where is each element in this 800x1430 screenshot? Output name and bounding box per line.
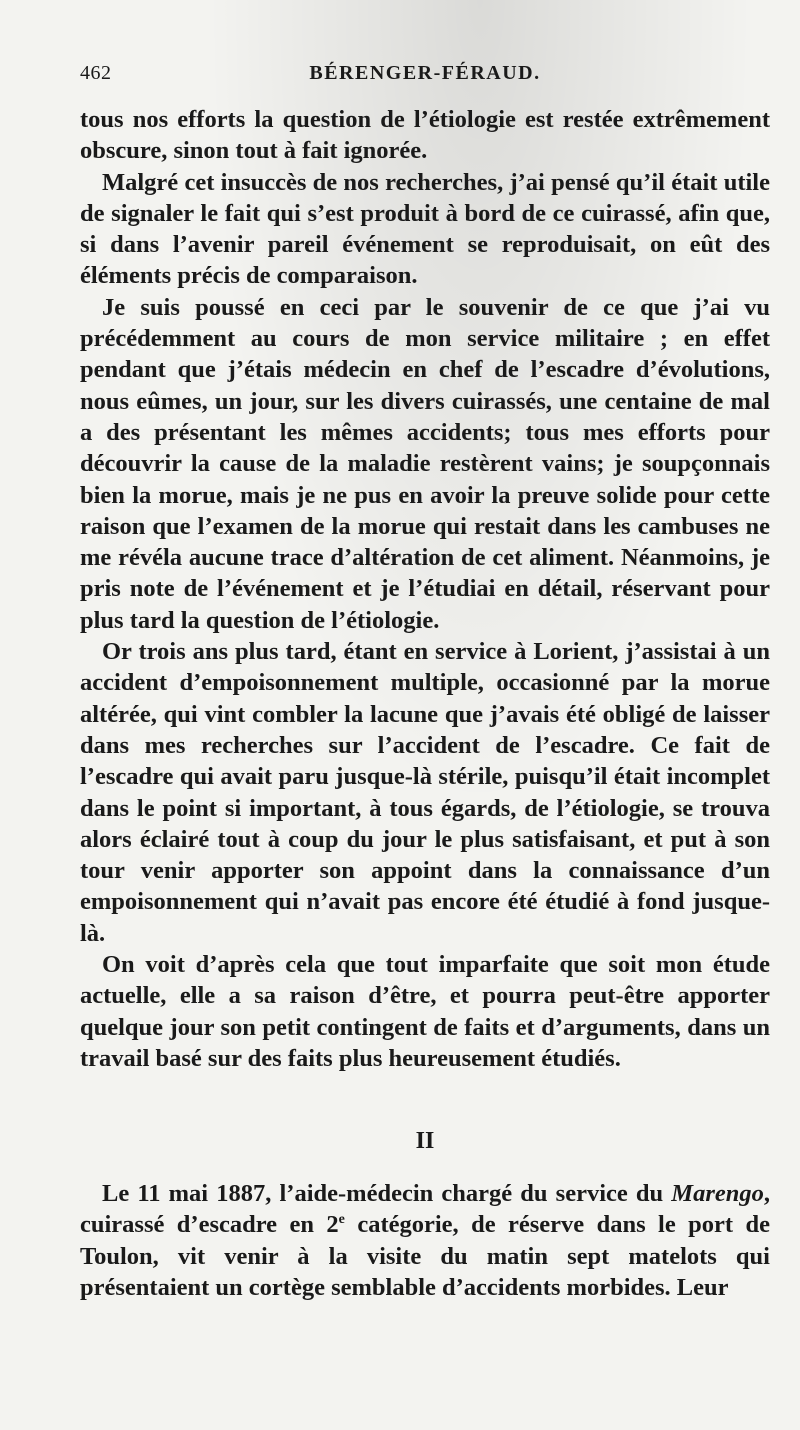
paragraph: tous nos efforts la question de l’étiologie est restée extrêmement obscure, sinon tout à fait ignorée.	[80, 106, 770, 165]
ship-name: Marengo	[671, 1180, 764, 1207]
category-superscript: e	[338, 1212, 345, 1228]
paragraph: Je suis poussé en ceci par le souvenir de ce que j’ai vu précédemment au cours de mon service militaire ; en effet pendant que j’étais médecin en chef de l’escadre d’évolutions, nous eûmes, un jour, sur les divers cuirassés, une centaine de mal a des présentant les mêmes accidents; tous mes efforts pour découvrir la cause de la maladie restèrent vains; je soupçonnais bien la morue, mais je ne pus en avoir la preuve solide pour cette raison que l’examen de la morue qui restait dans les cambuses ne me révéla aucune trace d’altération de cet aliment. Néanmoins, je pris note de l’événement et je l’étudiai en détail, réservant pour plus tard la question de l’étiologie.	[80, 293, 770, 634]
paragraph: On voit d’après cela que tout imparfaite que soit mon étude actuelle, elle a sa raison d’être, et pourra peut-être apporter quelque jour son petit contingent de faits et d’arguments, dans un travail basé sur des faits plus heureusement étudiés.	[80, 951, 770, 1072]
text-after-category: catégorie, de réserve dans le port de Toulon, vit venir à la visite du matin sept matelots qui présentaient un cortège semblable d’accidents morbides. Leur	[80, 1211, 771, 1301]
body-text	[80, 104, 770, 1074]
page-number: 462	[80, 62, 112, 84]
text-before-ship: Le 11 mai 1887, l’aide-médecin chargé du service du	[102, 1180, 672, 1207]
text-before-category: , cuirassé d’escadre en 2	[80, 1180, 770, 1239]
paragraph	[80, 1178, 770, 1303]
paragraph: Or trois ans plus tard, étant en service à Lorient, j’assistai à un accident d’empoisonnement multiple, occasionné par la morue altérée, qui vint combler la lacune que j’avais été obligé de laisser dans mes recherches sur l’accident de l’escadre. Ce fait de l’escadre qui avait paru jusque-là stérile, puisqu’il était incomplet dans le point si important, à tous égards, de l’étiologie, se trouva alors éclairé tout à coup du jour le plus satisfaisant, et put à son tour venir apporter son appoint dans la connaissance d’un empoisonnement qui n’avait pas encore été étudié à fond jusque-là.	[80, 638, 770, 947]
running-head: BÉRENGER-FÉRAUD.	[309, 62, 541, 84]
section-text	[80, 1178, 770, 1303]
paragraph: Malgré cet insuccès de nos recherches, j’ai pensé qu’il était utile de signaler le fait qui s’est produit à bord de ce cuirassé, afin que, si dans l’avenir pareil événement se reproduisait, on eût des éléments précis de comparaison.	[80, 168, 770, 290]
page-header	[80, 62, 770, 90]
section-heading: II	[415, 1128, 435, 1154]
